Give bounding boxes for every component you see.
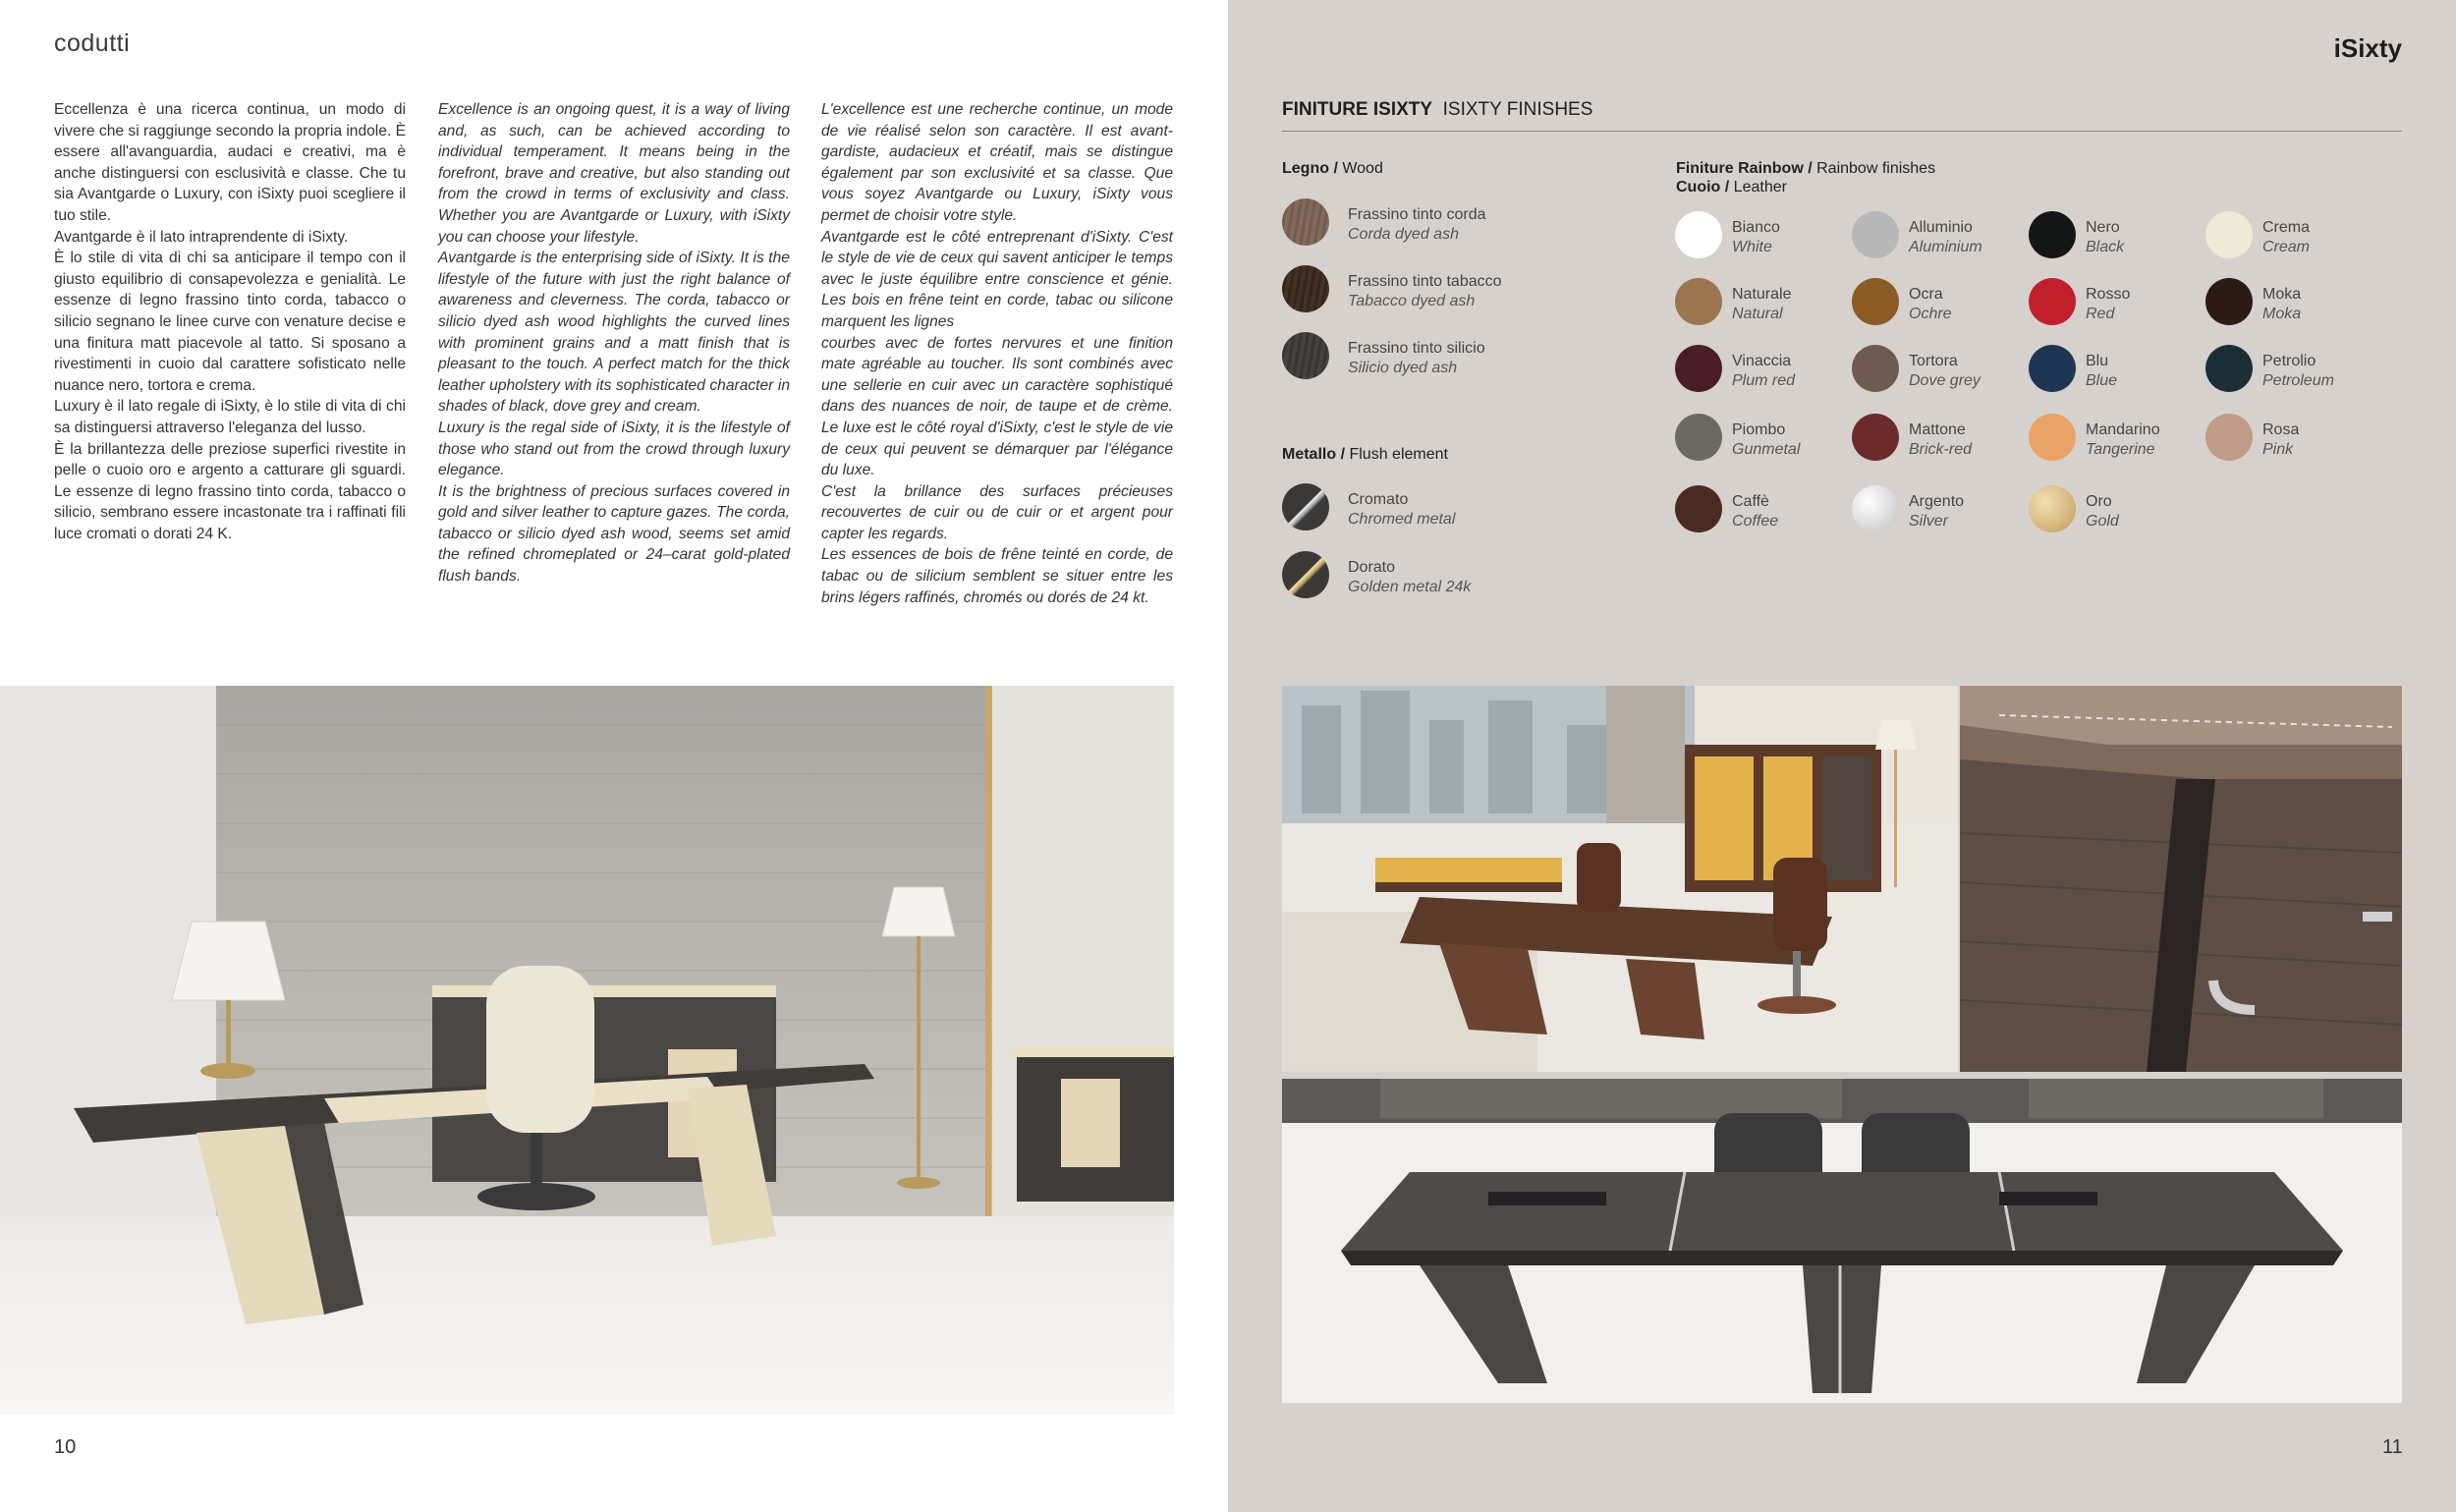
metal-swatch-circle: [1282, 483, 1329, 531]
leather-swatch-circle: [1852, 211, 1899, 258]
swatch-name: Oro: [2086, 493, 2112, 510]
swatch-translation: White: [1732, 239, 1772, 255]
swatch-name: Crema: [2262, 219, 2311, 236]
swatch-name: Rosa: [2262, 421, 2300, 438]
text-paragraph: Excellence is an ongoing quest, it is a way of living and, as such, can be achieved according to individual temperament. It means being in the forefront, brave and creative, but also standing out from the crowd in terms of exclusivity and class. Whether you are Avantgarde or Luxury, with iSixty you can choose your lifestyle.: [438, 101, 790, 246]
text-paragraph: C'est la brillance des surfaces précieuses recouvertes de cuir ou de cuir or et argent pour capter les regards.: [821, 482, 1173, 542]
text-paragraph: È lo stile di vita di chi sa anticipare il tempo con il giusto equilibrio di consapevolezza e genialità. Le essenze di legno frassino tinto corda, tabacco o silicio segnano le linee curve con venature decise e una finitura matt piacevole al tatto. Si sposano a rivestimenti in cuoio dal carattere sofisticato nelle nuance nero, tortora e crema.: [54, 250, 406, 394]
swatch-translation: Gunmetal: [1732, 441, 1801, 458]
metal-swatch-circle: [1282, 551, 1329, 598]
swatch-name: Blu: [2086, 353, 2109, 369]
swatch-translation: Black: [2086, 239, 2125, 255]
leather-swatch-circle: [1852, 414, 1899, 461]
swatch-translation: Silicio dyed ash: [1348, 360, 1458, 376]
leather-swatch-circle: [2029, 485, 2076, 532]
swatch-name: Frassino tinto tabacco: [1348, 273, 1502, 290]
office-scene-illustration: [0, 686, 1174, 1415]
leather-swatch-circle: [1675, 485, 1722, 532]
metal-title-bold: Metallo /: [1282, 446, 1346, 463]
swatch-name: Cromato: [1348, 491, 1409, 508]
finishes-divider: [1282, 131, 2402, 132]
leather-title-bold: Cuoio /: [1676, 179, 1730, 196]
swatch-name: Rosso: [2086, 286, 2131, 303]
swatch-translation: Ochre: [1909, 306, 1952, 322]
finishes-title-translation: ISIXTY FINISHES: [1442, 99, 1593, 120]
italian-text-column: [54, 99, 406, 544]
swatch-name: Petrolio: [2262, 353, 2316, 369]
swatch-translation: Pink: [2262, 441, 2294, 458]
swatch-translation: Tabacco dyed ash: [1348, 293, 1476, 309]
office-desk-photo: [0, 686, 1174, 1415]
swatch-translation: Red: [2086, 306, 2115, 322]
swatch-translation: Chromed metal: [1348, 511, 1456, 528]
text-paragraph: L'excellence est une recherche continue, un mode de vie réalisé selon son caractère. Il est avant-gardiste, audacieux et créatif, mais se distingue également par son exclusivité et sa classe. Que vous soyez Avantgarde ou Luxury, iSixty vous permet de choisir votre style.: [821, 101, 1173, 224]
leather-swatch-circle: [2205, 278, 2253, 325]
leather-swatch-circle: [1675, 211, 1722, 258]
leather-swatch-circle: [2205, 414, 2253, 461]
swatch-name: Tortora: [1909, 353, 1958, 369]
swatch-name: Dorato: [1348, 559, 1396, 576]
swatch-name: Caffè: [1732, 493, 1769, 510]
meeting-room-photo: [1282, 686, 1958, 1072]
swatch-name: Naturale: [1732, 286, 1792, 303]
swatch-translation: Petroleum: [2262, 372, 2334, 389]
swatch-name: Vinaccia: [1732, 353, 1792, 369]
finishes-title: [1282, 99, 1592, 121]
swatch-name: Argento: [1909, 493, 1965, 510]
leather-title-translation: Leather: [1733, 179, 1787, 196]
leather-swatch-circle: [1675, 278, 1722, 325]
page-number-right: 11: [2382, 1436, 2403, 1458]
swatch-name: Frassino tinto corda: [1348, 206, 1486, 223]
english-text-column: [438, 99, 790, 588]
page-number-left: 10: [54, 1436, 77, 1458]
codutti-logo: codutti: [54, 29, 131, 57]
rainbow-title-translation: Rainbow finishes: [1816, 160, 1936, 177]
swatch-translation: Gold: [2086, 513, 2119, 530]
leather-swatch-circle: [1852, 345, 1899, 392]
leather-swatch-circle: [1675, 345, 1722, 392]
isixty-brand-title: iSixty: [2333, 33, 2402, 63]
rainbow-title-bold: Finiture Rainbow /: [1676, 160, 1813, 177]
swatch-translation: Aluminium: [1909, 239, 1982, 255]
swatch-translation: Golden metal 24k: [1348, 579, 1472, 595]
swatch-translation: Brick-red: [1909, 441, 1973, 458]
text-paragraph: Luxury è il lato regale di iSixty, è lo stile di vita di chi sa distinguersi attraverso l'eleganza del lusso.: [54, 398, 406, 436]
leather-detail-photo: [1960, 686, 2402, 1072]
swatch-name: Frassino tinto silicio: [1348, 340, 1485, 357]
text-paragraph: courbes avec de fortes nervures et une finition mate agréable au toucher. Ils sont combinés avec une sellerie en cuir avec un caractère sophistiqué dans des nuances de noir, de taupe et de crème. Le luxe est le côté royal d'iSixty, c'est le style de vie de ceux qui peuvent se démarquer par l'élégance du luxe.: [821, 334, 1173, 479]
leather-swatch-circle: [2029, 345, 2076, 392]
meeting-scene-illustration: [1282, 686, 1958, 1072]
swatch-name: Mandarino: [2086, 421, 2160, 438]
swatch-name: Nero: [2086, 219, 2120, 236]
swatch-translation: Coffee: [1732, 513, 1779, 530]
swatch-translation: Plum red: [1732, 372, 1796, 389]
swatch-translation: Blue: [2086, 372, 2118, 389]
swatch-translation: Silver: [1909, 513, 1949, 530]
detail-scene-illustration: [1960, 686, 2402, 1072]
metal-title-translation: Flush element: [1349, 446, 1448, 463]
metal-section-title: [1282, 445, 1448, 464]
swatch-translation: Dove grey: [1909, 372, 1981, 389]
leather-swatch-circle: [2029, 278, 2076, 325]
text-paragraph: Avantgarde est le côté entreprenant d'iSixty. C'est le style de vie de ceux qui savent anticiper le temps avec le juste équilibre entre conscience et génie. Les bois en frêne teint en corde, tabac ou silicone marquent les lignes: [821, 228, 1173, 330]
swatch-translation: Corda dyed ash: [1348, 226, 1459, 243]
swatch-name: Alluminio: [1909, 219, 1973, 236]
text-paragraph: Luxury is the regal side of iSixty, it is the lifestyle of those who stand out from the crowd through luxury elegance.: [438, 419, 790, 479]
swatch-name: Bianco: [1732, 219, 1780, 236]
leather-swatch-circle: [2205, 345, 2253, 392]
conference-table-photo: [1282, 1079, 2402, 1403]
leather-swatch-circle: [2205, 211, 2253, 258]
text-paragraph: Les essences de bois de frêne teinté en corde, de tabac ou de silicium semblent se situer entre les brins légers raffinés, chromés ou dorés de 24 kt.: [821, 546, 1173, 606]
french-text-column: [821, 99, 1173, 608]
swatch-translation: Natural: [1732, 306, 1783, 322]
text-paragraph: Eccellenza è una ricerca continua, un modo di vivere che si raggiunge secondo la propria indole. È essere all'avanguardia, audaci e creativi, ma è anche distinguersi con esclusività e classe. Che tu sia Avantgarde o Luxury, con iSixty puoi scegliere il tuo stile.: [54, 101, 407, 224]
swatch-translation: Tangerine: [2086, 441, 2155, 458]
rainbow-section-title: [1676, 159, 1935, 196]
wood-swatch-circle: [1282, 265, 1329, 312]
swatch-name: Ocra: [1909, 286, 1943, 303]
text-paragraph: Avantgarde è il lato intraprendente di iSixty.: [54, 228, 349, 246]
leather-swatch-circle: [2029, 414, 2076, 461]
swatch-translation: Moka: [2262, 306, 2302, 322]
wood-title-translation: Wood: [1342, 160, 1383, 177]
leather-swatch-circle: [2029, 211, 2076, 258]
leather-swatch-circle: [1852, 485, 1899, 532]
wood-section-title: [1282, 159, 1383, 178]
finishes-title-bold: FINITURE ISIXTY: [1282, 99, 1433, 120]
wood-swatch-circle: [1282, 332, 1329, 379]
swatch-name: Mattone: [1909, 421, 1966, 438]
leather-swatch-circle: [1852, 278, 1899, 325]
text-paragraph: It is the brightness of precious surfaces covered in gold and silver leather to capture gazes. The corda, tabacco or silicio dyed ash wood, seems set amid the refined chromeplated or 24–carat gold-plated flush bands.: [438, 482, 790, 586]
leather-swatch-circle: [1675, 414, 1722, 461]
text-paragraph: È la brillantezza delle preziose superfici rivestite in pelle o cuoio oro e argento a catturare gli sguardi. Le essenze di legno frassino tinto corda, tabacco o silicio, sembrano essere incastonate tra i raffinati fili luce cromati o dorati 24 K.: [54, 440, 406, 542]
swatch-translation: Cream: [2262, 239, 2311, 255]
text-paragraph: Avantgarde is the enterprising side of iSixty. It is the lifestyle of the future with just the right balance of awareness and cleverness. The corda, tabacco or silicio dyed ash wood highlights the curved lines with prominent grains and a matt finish that is pleasant to the touch. A perfect match for the thick leather upholstery with its sophisticated character in shades of black, dove grey and cream.: [438, 250, 790, 416]
wood-swatch-circle: [1282, 198, 1329, 246]
wood-title-bold: Legno /: [1282, 160, 1338, 177]
conference-scene-illustration: [1282, 1079, 2402, 1403]
swatch-name: Moka: [2262, 286, 2302, 303]
swatch-name: Piombo: [1732, 421, 1786, 438]
